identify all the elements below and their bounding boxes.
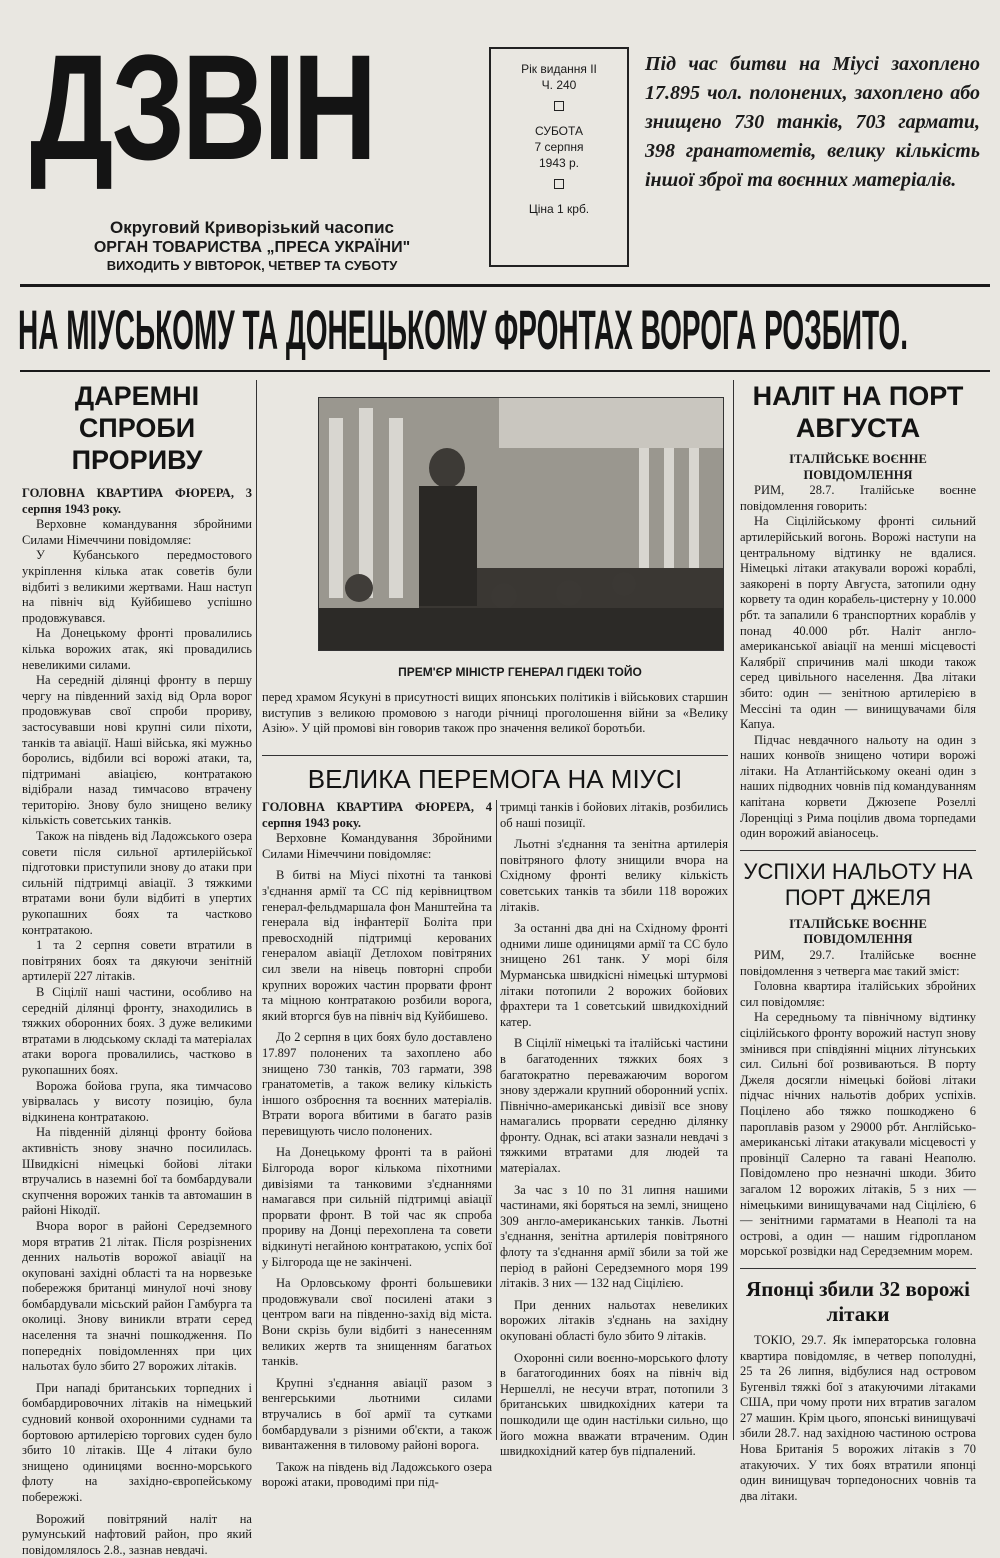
issue-weekday: СУБОТА: [535, 124, 583, 138]
article-paragraph: За час з 10 по 31 липня нашими частинами, які боряться на землі, знищено 309 англо-американських танків. Льотні з'єднання, зенітна артилерія повітряного флоту та з'єднання армії збили за той же період в районі Середземного моря 199 літаків. З них — 132 над Сіцілією.: [500, 1182, 728, 1291]
masthead-subtitle: [62, 218, 442, 274]
article-paragraph: Охоронні сили воєнно-морського флоту в багатогодинних боях на північ від Нершеллі, не несучи втрат, потопили 3 британських швидкохідних катери та пошкодили ще один настільки сильно, що його можна вважати втраченим. Один швидкохідний катер був підпалений.: [500, 1350, 728, 1459]
photo-toyo: [318, 397, 724, 651]
article-paragraph: При денних нальотах невеликих ворожих літаків з'єднань на західну окуповані області було збито 9 літаків.: [500, 1297, 728, 1343]
article-paragraph: Верховне командування збройними Силами Німеччини повідомляє:: [22, 517, 252, 547]
article-paragraph: В битві на Міусі піхотні та танкові з'єднання армії та СС під керівництвом генерал-фельдмаршала фон Манштейна та генерала від інфантерії Болітa при превосходній підтримці керованих генералом авіації Детлохом повітряних сил звели на нівець повторні спроби крупних ворожих частин прорвати фронт та міцною контратакою розбили ворога, який вторгся був на північ від Куйбишево.: [262, 868, 492, 1023]
square-ornament-icon: [554, 101, 564, 111]
masthead-line-3: ВИХОДИТЬ У ВІВТОРОК, ЧЕТВЕР ТА СУБОТУ: [106, 258, 398, 273]
article-paragraph: При нападі британських торпедних і бомбардировочних літаків на німецький судновий конвой охоронними суднами та бортовою артилерією торгових суден було збито 10 літаків. Ще 4 літаки було знищено одиницями воєнно-морського флоту на західно-європейському побережжі.: [22, 1380, 252, 1504]
article-paragraph: За останні два дні на Східному фронті одними лише одиницями армії та СС було знищено 261 танк. У морі біля Мурманська швидкісні німецькі штурмові літаки потопили 2 ворожих бойових фрахтери та 1 советський швидкохідний катер.: [500, 921, 728, 1029]
article-paragraph: На Сіцілійському фронті сильний артилерійський вогонь. Ворожі наступи на центральному відтинку не вдалися. Німецькі літаки атакували ворожі кораблі, заякорені в порту Августа, затопили одну корвету та один корабель-цистерну у 10.000 рбт. та запалили 6 транспортних кораблів у понад 40.000 рбт. Наліт англо-американської авіації на менші місцевості Калябрії спричинив малі шкоди також серед цивільного населення. Два літаки збито: один — зенітною артилерією в Мессіні та один — винищувачами біля Капуа.: [740, 514, 976, 732]
article-dateline: ІТАЛІЙСЬКЕ ВОЄННЕ ПОВІДОМЛЕННЯ: [789, 916, 927, 947]
article-paragraph: На Донецькому фронті провалились кілька ворожих атак, які провадились невеликими силами.: [22, 626, 252, 672]
article-paragraph: В Сіцілії наші частини, особливо на середній ділянці фронту, знаходились в тяжких оборонних боях. З дуже великими втратами в людському складі та матеріалах атаки ворога провалились, частково в рукопашних боях.: [22, 985, 253, 1077]
article-paragraph: На Донецькому фронті та в районі Білгорода ворог кількома піхотними дивізіями та танковими з'єднаннями намагався при сильній підтримці авіації прорвати фронт. В той час як спроба прориву на Донці перехоплена та совети відкинуті негайною контратакою, успіх бої у Білгорода ще не закінчені.: [262, 1145, 492, 1269]
article-paragraph: На Орловському фронті большевики продовжували свої посилені атаки з центром ваги на південно-захід від міста. Вони скрізь були відбиті з нанесенням великих жертв та знищенням багатьох танків.: [262, 1276, 492, 1369]
article-paragraph: На південній ділянці фронту бойова активність знову значно посилилась. Швидкісні німецькі бойові літаки втручались в наземні бої та бомбардували скупчення ворожих танків та автомашин в районі Нікодії.: [22, 1125, 252, 1218]
column-divider: [496, 800, 497, 1440]
article-paragraph: Ворожа бойова група, яка тимчасово увірвалась у висоту позицію, була відкинена контратакою.: [22, 1078, 252, 1124]
article-dateline: ГОЛОВНА КВАРТИРА ФЮРЕРА, 4 серпня 1943 року.: [262, 800, 492, 830]
issue-info-box: [489, 47, 629, 267]
article-title: УСПІХИ НАЛЬОТУ НА ПОРТ ДЖЕЛЯ: [743, 858, 973, 910]
article-paragraph: Також на південь від Ладожського озера ворожі атаки, проводимі при під-: [262, 1459, 492, 1490]
main-headline: НА МІУСЬКОМУ ТА ДОНЕЦЬКОМУ ФРОНТАХ ВОРОГА РОЗБИТО.: [18, 298, 908, 361]
column-divider: [733, 380, 734, 1440]
issue-year: Рік видання II: [521, 62, 597, 76]
issue-date: 7 серпня: [534, 140, 584, 154]
article-paragraph: Вчора ворог в районі Середземного моря втратив 21 літак. Після розрізнених денних нальотів ворожої авіації на окуповані західні області та на норвезьке побережжя британці минулої ночі знову бомбардували місьский район Гамбурга та околиці. Знову виникли втрати серед населення та значні пошкодження. По попередніх повідомленнях при цих нальотах було збито 27 ворожих літаків.: [22, 1218, 252, 1374]
article-paragraph: ТОКІО, 29.7. Як імператорська головна квартира повідомляє, в четвер пополудні, 25 та 26 липня, відбулися над островом Бугенвіл тяжкі бої з атакуючими літаками США, при чому проти них втратив загалом 27 машин. Крім цього, японські винищувачі збили 28.7. над західною частиною острова Нова Британія 5 ворожих літаків з 70 атакуючих. У тих боях втратили японці один винищувач торпедоносних човнів та два літаки.: [740, 1332, 976, 1503]
masthead-line-2: ОРГАН ТОВАРИСТВА „ПРЕСА УКРАЇНИ": [93, 239, 411, 256]
divider-rule: [740, 1268, 976, 1269]
article-dateline: ІТАЛІЙСЬКЕ ВОЄННЕ ПОВІДОМЛЕННЯ: [789, 452, 927, 482]
article-title: ВЕЛИКА ПЕРЕМОГА НА МІУСІ: [307, 764, 683, 794]
article-paragraph: На середньому та північному відтинку сіцілійського фронту ворожий наступ знову змінився при співдіянні міцних літунських сил. Сильні бої розвиваються. В порту Джеля досягли німецькі бойові літаки підчас нічних нальотів добрих успіхів. Поцілено або тяжко пошкоджено 6 пароплавів разом у 29000 рбт. Англійсько-американські літаки атакували місцевості у провінції Салерно та гавані Неаполю. Повідомлено про незначні шкоди. Збито загалом 12 ворожих літаків, 5 з них — німецькими винищувачами над Сіцілією, 6 — зенітними гарматами в Неаполі та на острові, а один — нашим гідропланом морської розвідки над Середземним морем.: [740, 1010, 976, 1259]
left-article: [22, 380, 252, 1558]
issue-price: Ціна 1 крб.: [528, 202, 590, 216]
article-paragraph: Підчас невдачного нальоту на один з наших конвоїв знищено чотири ворожі літаки. На Атлантійському океані один з наших підводних човнів під командуванням капітана корвети Джюзепе Розеллі Лоренціці з Рима поцілив двома торпедами один ворожий авіаносець.: [740, 732, 976, 841]
article-paragraph: На середній ділянці фронту в першу чергу на південний захід від Орла ворог продовжував свої спроби прориву, застосувавши нові крупні сили піхоти, танків та авіації. Наші війська, які мужньо боролись, відбили всі ворожі атаки, та, підтримані авіацією, контратакою відібрали назад тимчасово втрачену територію. Знову було знищено велику кількість советських танків.: [22, 673, 252, 828]
article-paragraph: РИМ, 29.7. Італійське воєнне повідомлення з четверга має такий зміст:: [740, 948, 976, 978]
center-article-col-2: [500, 800, 728, 1460]
article-paragraph: РИМ, 28.7. Італійське воєнне повідомлення говорить:: [740, 483, 976, 513]
front-notice: Під час битви на Міусі захоплено 17.895 чол. полонених, захоплено або знищено 730 танків, 703 гармати, 398 гранатометів, велику кількість іншої зброї та воєнних матеріалів.: [645, 53, 980, 191]
article-paragraph: До 2 серпня в цих боях було доставлено 17.897 полонених та захоплено або знищено 730 танків, 703 гармати, 398 гранатометів, а також велику кількість іншого озброєння та воєнних матеріалів. Втрати ворога вбитими в багато разів перевищують число полонених.: [262, 1030, 492, 1138]
article-title: НАЛІТ НА ПОРТ АВГУСТА: [752, 381, 964, 443]
right-column: [740, 380, 976, 1504]
article-title: Японці збили 32 ворожі літаки: [746, 1276, 970, 1326]
photo-caption: ПРЕМ'ЄР МІНІСТР ГЕНЕРАЛ ГІДЕКІ ТОЙО: [398, 665, 642, 679]
article-paragraph: Також на південь від Ладожського озера совети після сильної артилерійської підготовки приступили знову до атаки при сильній підтримці авіації. З тяжкими втратами вони були відбиті в упертих рукопашних боях та частково контратакою.: [22, 829, 252, 937]
article-paragraph: Верховне Командування Збройними Силами Німеччини повідомляє:: [262, 831, 492, 861]
article-paragraph: У Кубанського передмостового укріплення кілька атак советів були відбиті з великими жертвами. Наш наступ на північ від Куйбишево успішно продовжувався.: [22, 548, 252, 625]
article-paragraph: Головна квартира італійських збройних сил повідомляє:: [740, 979, 976, 1009]
divider-rule: [740, 850, 976, 851]
center-article-col-1: [262, 800, 492, 1491]
article-paragraph: В Сіцілії німецькі та італійські частини в багатоденних тяжких боях з багатократно переважаючим ворогом знову здержали крупний оборонний успіх. Північно-американські дивізії все знову намагались прорвати середню ділянку фронту. Однак, всі атаки зазнали невдачі з тяжкими втратами для людей та матеріалах.: [500, 1036, 728, 1176]
issue-number: Ч. 240: [541, 78, 577, 92]
article-paragraph: Льотні з'єднання та зенітна артилерія повітряного флоту знищили вчора на Східному фронті велику кількість советських танків та збили 118 ворожих літаків.: [500, 837, 728, 914]
square-ornament-icon: [554, 179, 564, 189]
divider-rule: [262, 755, 728, 756]
column-divider: [256, 380, 257, 1440]
article-dateline: ГОЛОВНА КВАРТИРА ФЮРЕРА, 3 серпня 1943 року.: [22, 486, 252, 516]
article-paragraph: Ворожий повітряний наліт на румунський нафтовий район, про який повідомлялось 2.8., зазнав невдачі.: [22, 1511, 252, 1557]
divider-rule: [20, 284, 990, 287]
article-paragraph: 1 та 2 серпня совети втратили в повітряних боях та дякуючи зенітній артилерії 227 літаків.: [22, 938, 252, 984]
article-paragraph: Крупні з'єднання авіації разом з венгерськими льотними силами втручались в бої армії та сутками бомбардували з різними об'єкти, а також вивантаження в тиловому районі ворога.: [262, 1375, 492, 1453]
photo-description: перед храмом Ясукуні в присутності вищих японських політиків і військових старшин виступив з великою промовою з нагоди річниці проголошення війни за «Велику Азію». У цій промові він говорив також про значення великої боротьби.: [262, 690, 728, 736]
divider-rule: [20, 370, 990, 372]
article-title: ДАРЕМНІ СПРОБИ ПРОРИВУ: [71, 381, 203, 475]
masthead-line-1: Округовий Криворізький часопис: [110, 218, 394, 237]
article-paragraph: тримці танків і бойових літаків, розбились об наші позиції.: [500, 800, 728, 830]
issue-year-date: 1943 р.: [538, 156, 580, 170]
photo-image: [319, 398, 723, 650]
newspaper-title: ДЗВІН: [30, 23, 374, 191]
